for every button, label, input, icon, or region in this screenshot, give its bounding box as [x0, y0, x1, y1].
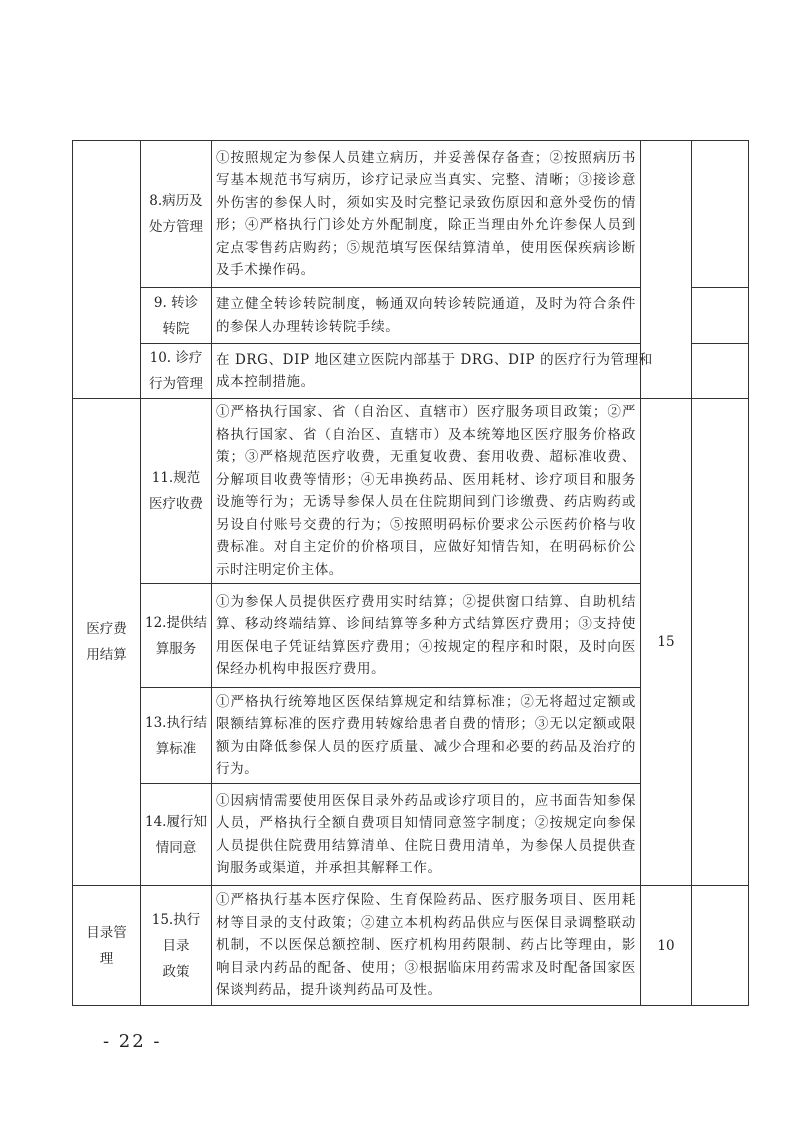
score-cell [641, 886, 692, 1006]
item-name-line: 11.规范 [151, 470, 201, 486]
item-name-line: 14.履行知 [145, 813, 207, 830]
item-name-cell [141, 141, 212, 288]
requirement-line: 人员，严格执行全额自费项目知情同意签字制度；②按规定向参保 [216, 815, 636, 831]
requirement-line: 询服务或渠道，并承担其解释工作。 [216, 860, 442, 876]
requirement-line: 写基本规范书写病历，诊疗记录应当真实、完整、清晰；③接诊意 [216, 172, 636, 188]
score-value: 15 [657, 634, 675, 650]
requirement-line: ①按照规定为参保人员建立病历，并妥善保存备查；②按照病历书 [216, 149, 636, 166]
page-number: - 22 - [103, 1031, 162, 1052]
remarks-cell [692, 288, 749, 344]
requirement-line: 建立健全转诊转院制度，畅通双向转诊转院通道，及时为符合条件 [216, 296, 636, 312]
table-row [73, 141, 749, 288]
requirement-line: 示时注明定价主体。 [216, 561, 343, 578]
requirement-line: 响目录内药品的配备、使用；③根据临床用药需求及时配备国家医 [216, 959, 636, 976]
requirement-line: 外伤害的参保人时，须如实及时完整记录致伤原因和意外受伤的情 [216, 194, 636, 211]
item-name-line: 15.执行 [151, 911, 201, 928]
item-name-line: 转院 [162, 320, 190, 337]
category-label: 目录管理 [86, 924, 127, 967]
item-name-cell [141, 584, 212, 688]
category-cell [73, 141, 141, 399]
category-cell [73, 399, 141, 886]
requirement-line: 材等目录的支付政策；②建立本机构药品供应与医保目录调整联动 [216, 914, 636, 931]
item-name-cell [141, 399, 212, 584]
requirement-line: 格执行国家、省（自治区、直辖市）及本统筹地区医疗服务价格政 [216, 426, 636, 443]
requirement-line: 定点零售药店购药；⑤规范填写医保结算清单，使用医保疾病诊断 [216, 239, 636, 256]
requirement-cell [212, 784, 641, 886]
requirement-line: ①为参保人员提供医疗费用实时结算；②提供窗口结算、自助机结 [216, 593, 636, 610]
requirement-line: 的参保人办理转诊转院手续。 [216, 318, 400, 335]
requirement-line: 用医保电子凭证结算医疗费用；④按规定的程序和时限，及时向医 [216, 638, 636, 655]
category-label: 医疗费用结算 [86, 621, 127, 663]
requirement-cell [212, 344, 653, 399]
requirement-line: ①严格执行基本医疗保险、生育保险药品、医疗服务项目、医用耗 [216, 892, 636, 909]
requirement-line: 设施等行为；无诱导参保人员在住院期间到门诊缴费、药店购药或 [216, 494, 636, 510]
requirement-line: ①因病情需要使用医保目录外药品或诊疗项目的，应书面告知参保 [216, 792, 636, 809]
requirement-line: 成本控制措施。 [216, 374, 315, 390]
item-name-line: 目录 [162, 937, 190, 954]
requirement-line: 保经办机构申报医疗费用。 [216, 661, 386, 677]
table-row [73, 886, 749, 1006]
requirement-cell [212, 886, 641, 1006]
requirement-cell [212, 399, 641, 584]
item-name-line: 9. 转诊 [153, 294, 199, 311]
requirement-cell [212, 288, 641, 344]
item-name-cell [141, 688, 212, 784]
requirement-line: 策；③严格规范医疗收费，无重复收费、套用收费、超标准收费、 [216, 449, 636, 465]
requirement-line: 保谈判药品，提升谈判药品可及性。 [216, 982, 442, 999]
requirement-line: 费标准。对自主定价的价格项目，应做好知情告知，在明码标价公 [216, 539, 636, 555]
requirement-line: 额为由降低参保人员的医疗质量、减少合理和必要的药品及治疗的 [216, 738, 636, 755]
score-cell [641, 399, 692, 886]
item-name-line: 13.执行结 [145, 714, 207, 731]
item-name-cell [141, 886, 212, 1006]
item-name-cell [141, 344, 212, 399]
requirement-line: 另设自付账号交费的行为；⑤按照明码标价要求公示医药价格与收 [216, 516, 636, 533]
item-name-line: 8.病历及 [149, 193, 203, 209]
item-name-line: 算标准 [155, 740, 197, 757]
requirement-line: 分解项目收费等情形；④无串换药品、医用耗材、诊疗项目和服务 [216, 471, 636, 488]
remarks-cell [692, 344, 749, 399]
requirement-cell [212, 688, 641, 784]
requirement-line: 算、移动终端结算、诊间结算等多种方式结算医疗费用；③支持使 [216, 616, 636, 632]
table-row [73, 399, 749, 584]
requirement-line: 及手术操作码。 [216, 262, 315, 278]
remarks-cell [692, 141, 749, 288]
item-name-line: 处方管理 [149, 219, 203, 235]
item-name-line: 12.提供结 [145, 614, 207, 631]
remarks-cell [692, 399, 749, 886]
requirement-cell [212, 141, 641, 288]
requirement-line: 行为。 [216, 761, 259, 777]
remarks-cell [692, 886, 749, 1006]
item-name-cell [141, 784, 212, 886]
requirement-cell [212, 584, 641, 688]
requirement-line: 在 DRG、DIP 地区建立医院内部基于 DRG、DIP 的医疗行为管理和 [216, 351, 653, 368]
requirement-line: ①严格执行统筹地区医保结算规定和结算标准；②无将超过定额或 [216, 693, 636, 710]
item-name-line: 情同意 [155, 839, 197, 856]
item-name-line: 政策 [162, 963, 190, 980]
requirement-line: 人员提供住院费用结算清单、住院日费用清单，为参保人员提供查 [216, 837, 636, 854]
category-cell [73, 886, 141, 1006]
item-name-line: 算服务 [155, 640, 197, 657]
item-name-line: 10. 诊疗 [149, 350, 203, 366]
requirement-line: ①严格执行国家、省（自治区、直辖市）医疗服务项目政策；②严 [216, 404, 636, 420]
item-name-line: 医疗收费 [149, 496, 203, 512]
item-name-cell [141, 288, 212, 344]
requirement-line: 形；④严格执行门诊处方外配制度，除正当理由外允许参保人员到 [216, 217, 636, 233]
requirement-line: 机制，不以医保总额控制、医疗机构用药限制、药占比等理由，影 [216, 937, 636, 954]
requirement-line: 限额结算标准的医疗费用转嫁给患者自费的情形；③无以定额或限 [216, 716, 636, 732]
score-value: 10 [657, 937, 675, 954]
item-name-line: 行为管理 [149, 376, 203, 392]
evaluation-table [72, 140, 749, 1006]
